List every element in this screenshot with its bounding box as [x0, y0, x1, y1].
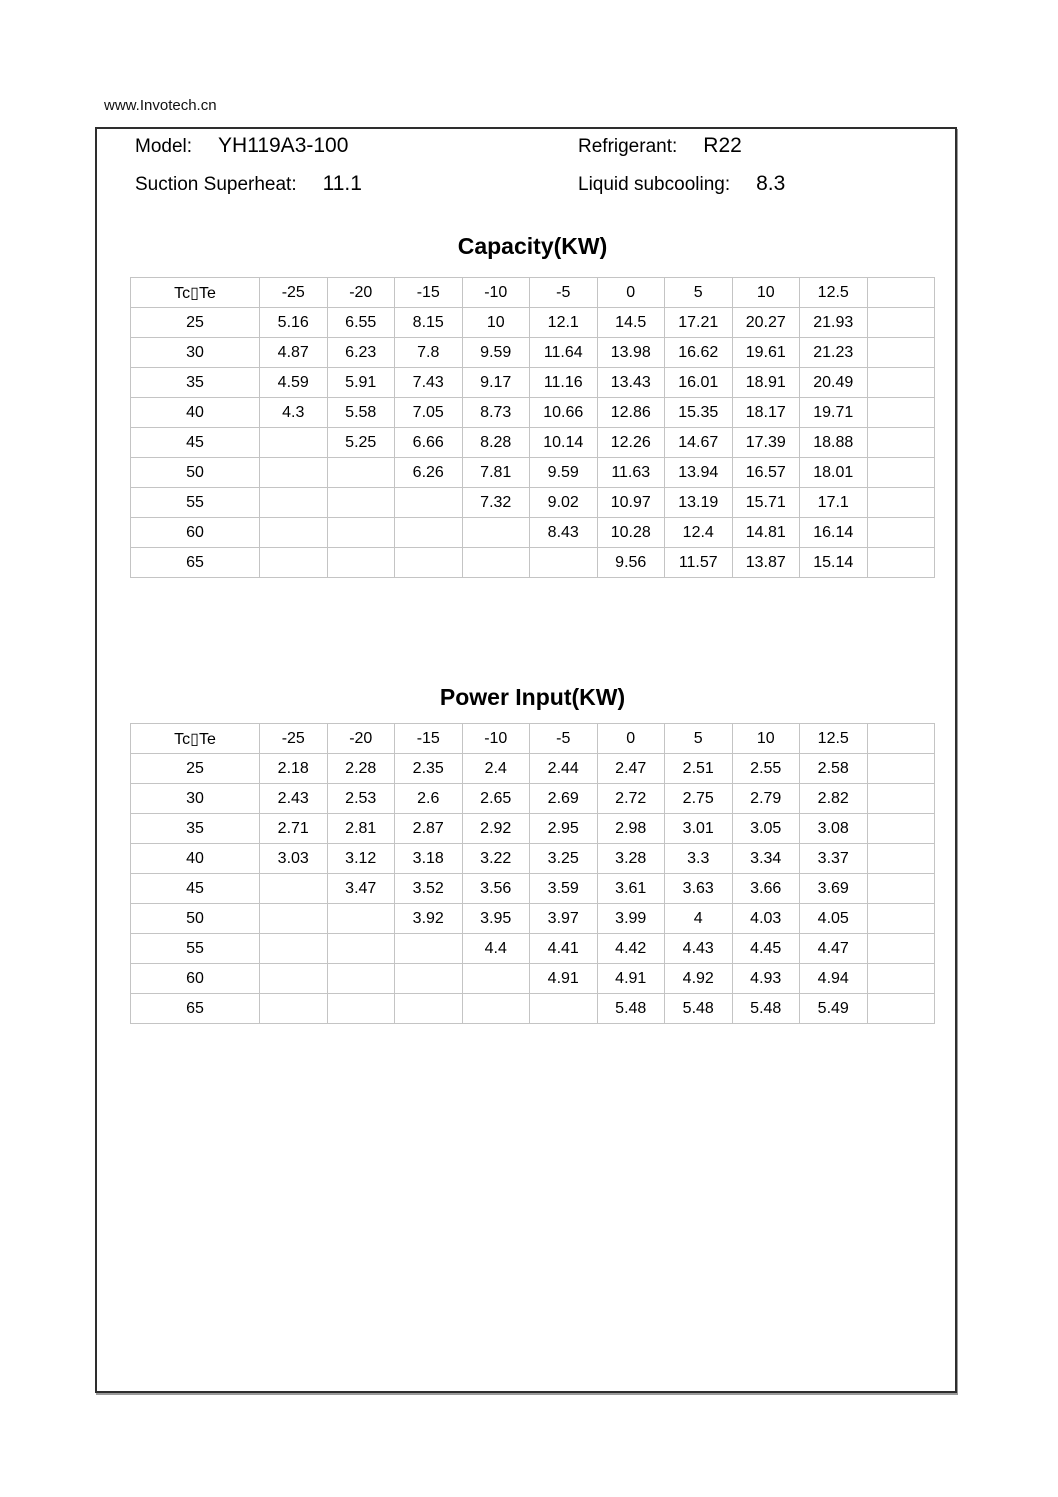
- column-header-cell: -15: [395, 278, 463, 308]
- data-cell: 20.49: [800, 368, 868, 398]
- data-cell: [867, 934, 935, 964]
- data-cell: 3.52: [395, 874, 463, 904]
- data-cell: 13.98: [597, 338, 665, 368]
- data-cell: 3.37: [800, 844, 868, 874]
- data-cell: 2.87: [395, 814, 463, 844]
- data-cell: [867, 994, 935, 1024]
- data-cell: 4.03: [732, 904, 800, 934]
- data-cell: 11.16: [530, 368, 598, 398]
- table-row: [131, 994, 935, 1024]
- data-cell: 15.35: [665, 398, 733, 428]
- data-cell: 19.71: [800, 398, 868, 428]
- column-header-cell: -20: [327, 278, 395, 308]
- capacity-table-title: Capacity(KW): [457, 233, 608, 259]
- column-header-cell: [867, 278, 935, 308]
- data-cell: 3.01: [665, 814, 733, 844]
- data-cell: 3.61: [597, 874, 665, 904]
- data-cell: 2.44: [530, 754, 598, 784]
- row-label-cell: 35: [131, 368, 260, 398]
- data-cell: 13.87: [732, 548, 800, 578]
- data-cell: [530, 994, 598, 1024]
- data-cell: 2.55: [732, 754, 800, 784]
- data-cell: 9.59: [530, 458, 598, 488]
- data-cell: 5.48: [665, 994, 733, 1024]
- data-cell: 13.43: [597, 368, 665, 398]
- data-cell: 3.63: [665, 874, 733, 904]
- column-header-cell: 5: [665, 278, 733, 308]
- data-cell: [260, 934, 328, 964]
- data-cell: 3.18: [395, 844, 463, 874]
- table-row: [131, 458, 935, 488]
- row-label-cell: 45: [131, 874, 260, 904]
- model-field: [135, 134, 348, 158]
- data-cell: 3.97: [530, 904, 598, 934]
- data-cell: 5.58: [327, 398, 395, 428]
- data-cell: 2.53: [327, 784, 395, 814]
- data-cell: 3.47: [327, 874, 395, 904]
- data-cell: 3.3: [665, 844, 733, 874]
- table-row: [131, 548, 935, 578]
- refrigerant-label: Refrigerant:: [578, 136, 678, 157]
- data-cell: [327, 548, 395, 578]
- data-cell: 4.87: [260, 338, 328, 368]
- table-row: [131, 814, 935, 844]
- data-cell: 18.88: [800, 428, 868, 458]
- row-label-cell: 45: [131, 428, 260, 458]
- data-cell: 5.49: [800, 994, 868, 1024]
- data-cell: 18.91: [732, 368, 800, 398]
- liquid-subcooling-label: Liquid subcooling:: [578, 174, 731, 195]
- suction-superheat-value: 11.1: [322, 172, 362, 195]
- row-label-cell: 60: [131, 518, 260, 548]
- header-row: [131, 724, 935, 754]
- data-cell: 2.18: [260, 754, 328, 784]
- data-cell: 12.4: [665, 518, 733, 548]
- data-cell: [395, 518, 463, 548]
- model-label: Model:: [135, 136, 193, 157]
- data-cell: [327, 904, 395, 934]
- data-cell: 3.22: [462, 844, 530, 874]
- data-cell: 3.34: [732, 844, 800, 874]
- data-cell: 7.43: [395, 368, 463, 398]
- row-label-cell: 50: [131, 458, 260, 488]
- data-cell: 3.69: [800, 874, 868, 904]
- data-cell: 4.93: [732, 964, 800, 994]
- data-cell: [327, 518, 395, 548]
- data-cell: 4.92: [665, 964, 733, 994]
- data-cell: 2.58: [800, 754, 868, 784]
- column-header-cell: 10: [732, 278, 800, 308]
- data-cell: 3.92: [395, 904, 463, 934]
- data-cell: 21.93: [800, 308, 868, 338]
- suction-superheat-label: Suction Superheat:: [135, 174, 297, 195]
- table-row: [131, 784, 935, 814]
- data-cell: 2.35: [395, 754, 463, 784]
- data-cell: [395, 964, 463, 994]
- data-cell: [867, 904, 935, 934]
- data-cell: 12.86: [597, 398, 665, 428]
- model-value: YH119A3-100: [218, 134, 349, 157]
- capacity-table: [130, 277, 935, 578]
- column-header-cell: 5: [665, 724, 733, 754]
- data-cell: 3.25: [530, 844, 598, 874]
- data-cell: [867, 398, 935, 428]
- data-cell: 2.92: [462, 814, 530, 844]
- data-cell: 3.66: [732, 874, 800, 904]
- column-header-cell: -15: [395, 724, 463, 754]
- liquid-subcooling-value: 8.3: [756, 172, 786, 195]
- data-cell: 2.79: [732, 784, 800, 814]
- data-cell: [867, 874, 935, 904]
- data-cell: [260, 428, 328, 458]
- table-row: [131, 754, 935, 784]
- data-cell: 3.28: [597, 844, 665, 874]
- data-cell: [462, 548, 530, 578]
- row-label-cell: 50: [131, 904, 260, 934]
- data-cell: 4.59: [260, 368, 328, 398]
- row-label-cell: 25: [131, 308, 260, 338]
- data-cell: 5.91: [327, 368, 395, 398]
- data-cell: [395, 934, 463, 964]
- data-cell: 11.63: [597, 458, 665, 488]
- data-cell: [867, 784, 935, 814]
- data-cell: [260, 548, 328, 578]
- data-cell: 5.25: [327, 428, 395, 458]
- data-cell: [867, 964, 935, 994]
- data-cell: 16.62: [665, 338, 733, 368]
- data-cell: [867, 308, 935, 338]
- data-cell: [260, 904, 328, 934]
- data-cell: 6.66: [395, 428, 463, 458]
- corner-header-cell: Tc▯Te: [131, 724, 260, 754]
- data-cell: 14.5: [597, 308, 665, 338]
- data-cell: 17.1: [800, 488, 868, 518]
- table-row: [131, 844, 935, 874]
- data-cell: [462, 994, 530, 1024]
- data-cell: 3.12: [327, 844, 395, 874]
- data-cell: 18.01: [800, 458, 868, 488]
- data-cell: 16.01: [665, 368, 733, 398]
- data-cell: 4.43: [665, 934, 733, 964]
- data-cell: 2.72: [597, 784, 665, 814]
- column-header-cell: [867, 724, 935, 754]
- table-row: [131, 488, 935, 518]
- table-row: [131, 874, 935, 904]
- data-cell: [462, 518, 530, 548]
- data-cell: 10: [462, 308, 530, 338]
- row-label-cell: 60: [131, 964, 260, 994]
- row-label-cell: 30: [131, 338, 260, 368]
- data-cell: [867, 548, 935, 578]
- table-row: [131, 428, 935, 458]
- refrigerant-field: [578, 134, 742, 158]
- data-cell: 2.43: [260, 784, 328, 814]
- table-row: [131, 338, 935, 368]
- data-cell: 2.65: [462, 784, 530, 814]
- data-cell: 2.28: [327, 754, 395, 784]
- data-cell: [867, 458, 935, 488]
- data-cell: [530, 548, 598, 578]
- row-label-cell: 65: [131, 548, 260, 578]
- data-cell: 3.56: [462, 874, 530, 904]
- data-cell: 9.56: [597, 548, 665, 578]
- data-cell: [260, 964, 328, 994]
- power-input-table: [130, 723, 935, 1024]
- data-cell: 2.51: [665, 754, 733, 784]
- data-cell: 2.98: [597, 814, 665, 844]
- data-cell: [395, 994, 463, 1024]
- data-cell: 12.26: [597, 428, 665, 458]
- column-header-cell: -10: [462, 724, 530, 754]
- data-cell: 4.47: [800, 934, 868, 964]
- data-cell: [867, 814, 935, 844]
- data-cell: 3.05: [732, 814, 800, 844]
- column-header-cell: 10: [732, 724, 800, 754]
- data-cell: 3.59: [530, 874, 598, 904]
- data-cell: 15.71: [732, 488, 800, 518]
- data-cell: 2.82: [800, 784, 868, 814]
- data-cell: 10.66: [530, 398, 598, 428]
- data-cell: 6.26: [395, 458, 463, 488]
- power-input-table-title: Power Input(KW): [439, 684, 626, 710]
- data-cell: [327, 488, 395, 518]
- data-cell: [260, 488, 328, 518]
- data-cell: 3.99: [597, 904, 665, 934]
- data-cell: 5.16: [260, 308, 328, 338]
- data-cell: 12.1: [530, 308, 598, 338]
- data-cell: [867, 518, 935, 548]
- row-label-cell: 40: [131, 844, 260, 874]
- data-cell: [260, 994, 328, 1024]
- data-cell: 4.91: [530, 964, 598, 994]
- data-cell: 7.81: [462, 458, 530, 488]
- data-cell: 8.73: [462, 398, 530, 428]
- row-label-cell: 40: [131, 398, 260, 428]
- column-header-cell: -5: [530, 724, 598, 754]
- row-label-cell: 35: [131, 814, 260, 844]
- column-header-cell: -20: [327, 724, 395, 754]
- data-cell: [260, 458, 328, 488]
- data-cell: 11.57: [665, 548, 733, 578]
- data-cell: 10.28: [597, 518, 665, 548]
- data-cell: 21.23: [800, 338, 868, 368]
- row-label-cell: 55: [131, 488, 260, 518]
- column-header-cell: 12.5: [800, 724, 868, 754]
- data-cell: 3.03: [260, 844, 328, 874]
- column-header-cell: -5: [530, 278, 598, 308]
- data-cell: 20.27: [732, 308, 800, 338]
- row-label-cell: 30: [131, 784, 260, 814]
- row-label-cell: 55: [131, 934, 260, 964]
- data-cell: 3.95: [462, 904, 530, 934]
- data-cell: [395, 488, 463, 518]
- data-cell: 4.3: [260, 398, 328, 428]
- row-label-cell: 25: [131, 754, 260, 784]
- data-cell: [327, 458, 395, 488]
- data-cell: 3.08: [800, 814, 868, 844]
- data-cell: 10.97: [597, 488, 665, 518]
- table-row: [131, 934, 935, 964]
- site-url-text: www.Invotech.cn: [104, 97, 217, 114]
- data-cell: 8.15: [395, 308, 463, 338]
- data-cell: 4.42: [597, 934, 665, 964]
- table-row: [131, 308, 935, 338]
- data-cell: [867, 488, 935, 518]
- data-cell: [867, 844, 935, 874]
- data-cell: 7.05: [395, 398, 463, 428]
- data-cell: 9.59: [462, 338, 530, 368]
- column-header-cell: -10: [462, 278, 530, 308]
- data-cell: 19.61: [732, 338, 800, 368]
- data-cell: 2.81: [327, 814, 395, 844]
- data-cell: [462, 964, 530, 994]
- data-cell: 10.14: [530, 428, 598, 458]
- data-cell: 13.19: [665, 488, 733, 518]
- data-cell: [260, 874, 328, 904]
- data-cell: 11.64: [530, 338, 598, 368]
- data-cell: [327, 934, 395, 964]
- data-cell: 7.32: [462, 488, 530, 518]
- column-header-cell: 0: [597, 278, 665, 308]
- data-cell: 14.81: [732, 518, 800, 548]
- data-cell: 16.57: [732, 458, 800, 488]
- table-row: [131, 964, 935, 994]
- data-cell: 8.28: [462, 428, 530, 458]
- data-cell: 16.14: [800, 518, 868, 548]
- data-cell: [867, 754, 935, 784]
- data-cell: [867, 368, 935, 398]
- table-row: [131, 398, 935, 428]
- data-cell: 2.69: [530, 784, 598, 814]
- table-row: [131, 904, 935, 934]
- data-cell: 2.47: [597, 754, 665, 784]
- data-cell: [327, 964, 395, 994]
- header-row: [131, 278, 935, 308]
- data-cell: 13.94: [665, 458, 733, 488]
- liquid-subcooling-field: [578, 172, 785, 196]
- column-header-cell: 0: [597, 724, 665, 754]
- data-cell: 4: [665, 904, 733, 934]
- data-cell: 17.39: [732, 428, 800, 458]
- data-cell: 5.48: [597, 994, 665, 1024]
- column-header-cell: 12.5: [800, 278, 868, 308]
- data-cell: 7.8: [395, 338, 463, 368]
- data-cell: 4.4: [462, 934, 530, 964]
- data-cell: [867, 338, 935, 368]
- data-cell: 17.21: [665, 308, 733, 338]
- data-cell: 4.05: [800, 904, 868, 934]
- data-cell: 4.91: [597, 964, 665, 994]
- data-cell: 2.95: [530, 814, 598, 844]
- data-cell: 14.67: [665, 428, 733, 458]
- table-row: [131, 518, 935, 548]
- data-cell: 9.02: [530, 488, 598, 518]
- corner-header-cell: Tc▯Te: [131, 278, 260, 308]
- data-cell: 15.14: [800, 548, 868, 578]
- refrigerant-value: R22: [703, 134, 742, 157]
- data-cell: 6.23: [327, 338, 395, 368]
- data-cell: 2.75: [665, 784, 733, 814]
- data-cell: 8.43: [530, 518, 598, 548]
- table-row: [131, 368, 935, 398]
- data-cell: 2.6: [395, 784, 463, 814]
- data-cell: [395, 548, 463, 578]
- data-cell: [260, 518, 328, 548]
- suction-superheat-field: [135, 172, 362, 196]
- data-cell: [867, 428, 935, 458]
- data-cell: 4.45: [732, 934, 800, 964]
- column-header-cell: -25: [260, 724, 328, 754]
- data-cell: 4.41: [530, 934, 598, 964]
- data-cell: 2.71: [260, 814, 328, 844]
- data-cell: 2.4: [462, 754, 530, 784]
- data-cell: 6.55: [327, 308, 395, 338]
- data-cell: 9.17: [462, 368, 530, 398]
- data-cell: 18.17: [732, 398, 800, 428]
- data-cell: 5.48: [732, 994, 800, 1024]
- row-label-cell: 65: [131, 994, 260, 1024]
- column-header-cell: -25: [260, 278, 328, 308]
- data-cell: [327, 994, 395, 1024]
- data-cell: 4.94: [800, 964, 868, 994]
